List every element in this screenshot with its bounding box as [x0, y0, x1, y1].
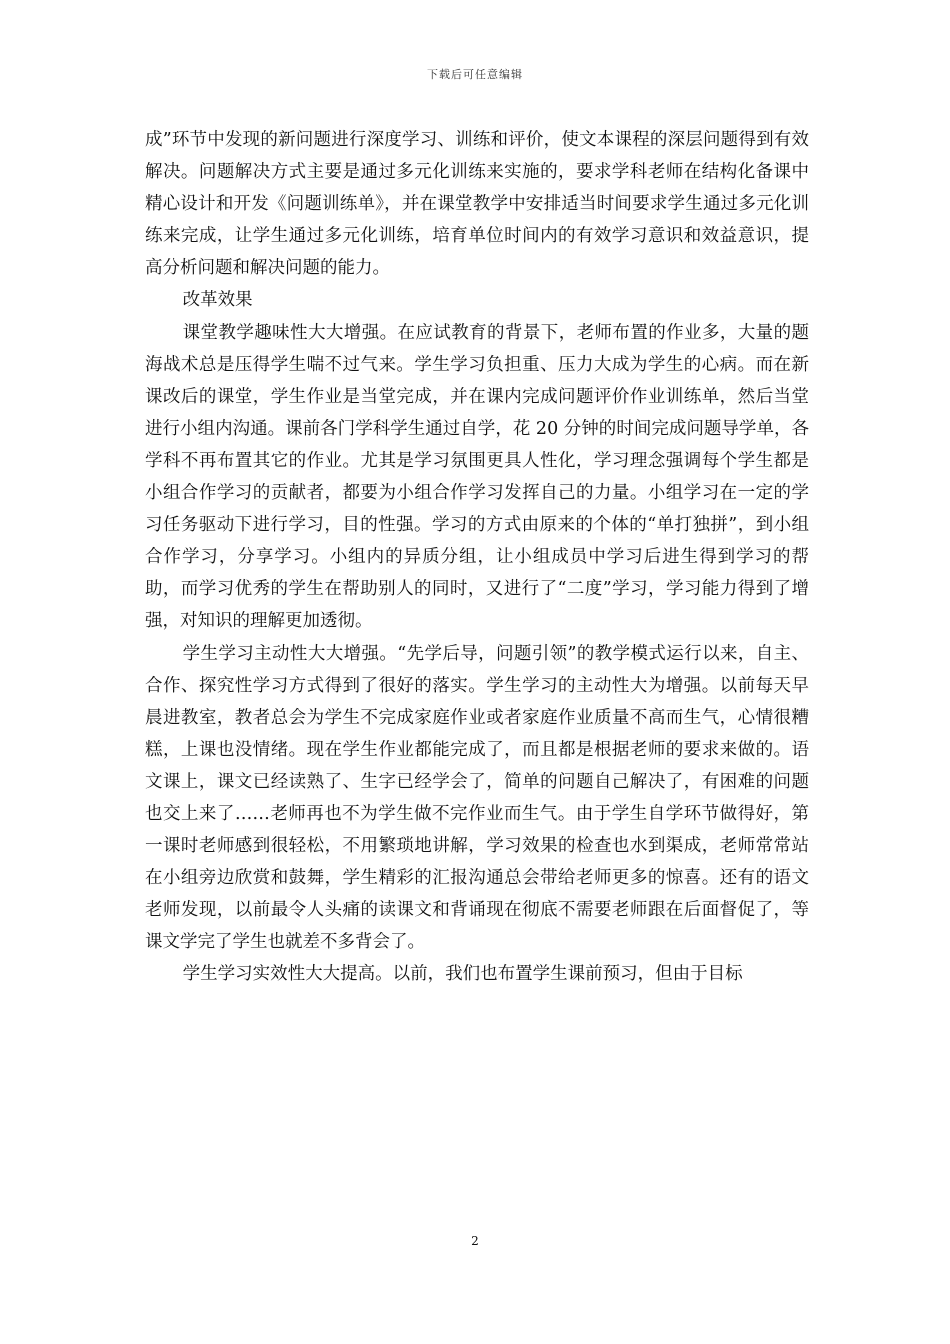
paragraph-learning-effectiveness: 学生学习实效性大大提高。以前，我们也布置学生课前预习，但由于目标: [182, 964, 743, 985]
paragraph-continuation: 成”环节中发现的新问题进行深度学习、训练和评价，使文本课程的深层问题得到有效解决。问题解决方式主要是通过多元化训练来实施的，要求学科老师在结构化备课中精心设计和开发《问题训练单》，并在课堂教学中安排适当时间要求学生通过多元化训练来完成，让学生通过多元化训练，培育单位时间内的有效学习意识和效益意识，提高分析问题和解决问题的能力。: [145, 130, 809, 279]
paragraph-student-initiative: 学生学习主动性大大增强。“先学后导，问题引领”的教学模式运行以来，自主、合作、探究性学习方式得到了很好的落实。学生学习的主动性大为增强。以前每天早晨进教室，教者总会为学生不完成家庭作业或者家庭作业质量不高而生气，心情很糟糕，上课也没情绪。现在学生作业都能完成了，而且都是根据老师的要求来做的。语文课上，课文已经读熟了、生字已经学会了，简单的问题自己解决了，有困难的问题也交上来了……老师再也不为学生做不完作业而生气。由于学生自学环节做得好，第一课时老师感到很轻松，不用繁琐地讲解，学习效果的检查也水到渠成，老师常常站在小组旁边欣赏和鼓舞，学生精彩的汇报沟通总会带给老师更多的惊喜。还有的语文老师发现，以前最令人头痛的读课文和背诵现在彻底不需要老师跟在后面督促了，等课文学完了学生也就差不多背会了。: [145, 643, 809, 953]
section-heading-reform-effect: 改革效果: [182, 290, 253, 311]
paragraph-classroom-interest: 课堂教学趣味性大大增强。在应试教育的背景下，老师布置的作业多，大量的题海战术总是压得学生喘不过气来。学生学习负担重、压力大成为学生的心病。而在新课改后的课堂，学生作业是当堂完成，并在课内完成问题评价作业训练单，然后当堂进行小组内沟通。课前各门学科学生通过自学，花 20 分钟的时间完成问题导学单，各学科不再布置其它的作业。尤其是学习氛围更具人性化，学习理念强调每个学生都是小组合作学习的贡献者，都要为小组合作学习发挥自己的力量。小组学习在一定的学习任务驱动下进行学习，目的性强。学习的方式由原来的个体的“单打独拼”，到小组合作学习，分享学习。小组内的异质分组，让小组成员中学习后进生得到学习的帮助，而学习优秀的学生在帮助别人的同时，又进行了“二度”学习，学习能力得到了增强，对知识的理解更加透彻。: [145, 322, 809, 632]
document-body: [145, 124, 809, 991]
page-header: 下载后可任意编辑: [427, 68, 523, 81]
page-number: 2: [471, 1234, 479, 1248]
